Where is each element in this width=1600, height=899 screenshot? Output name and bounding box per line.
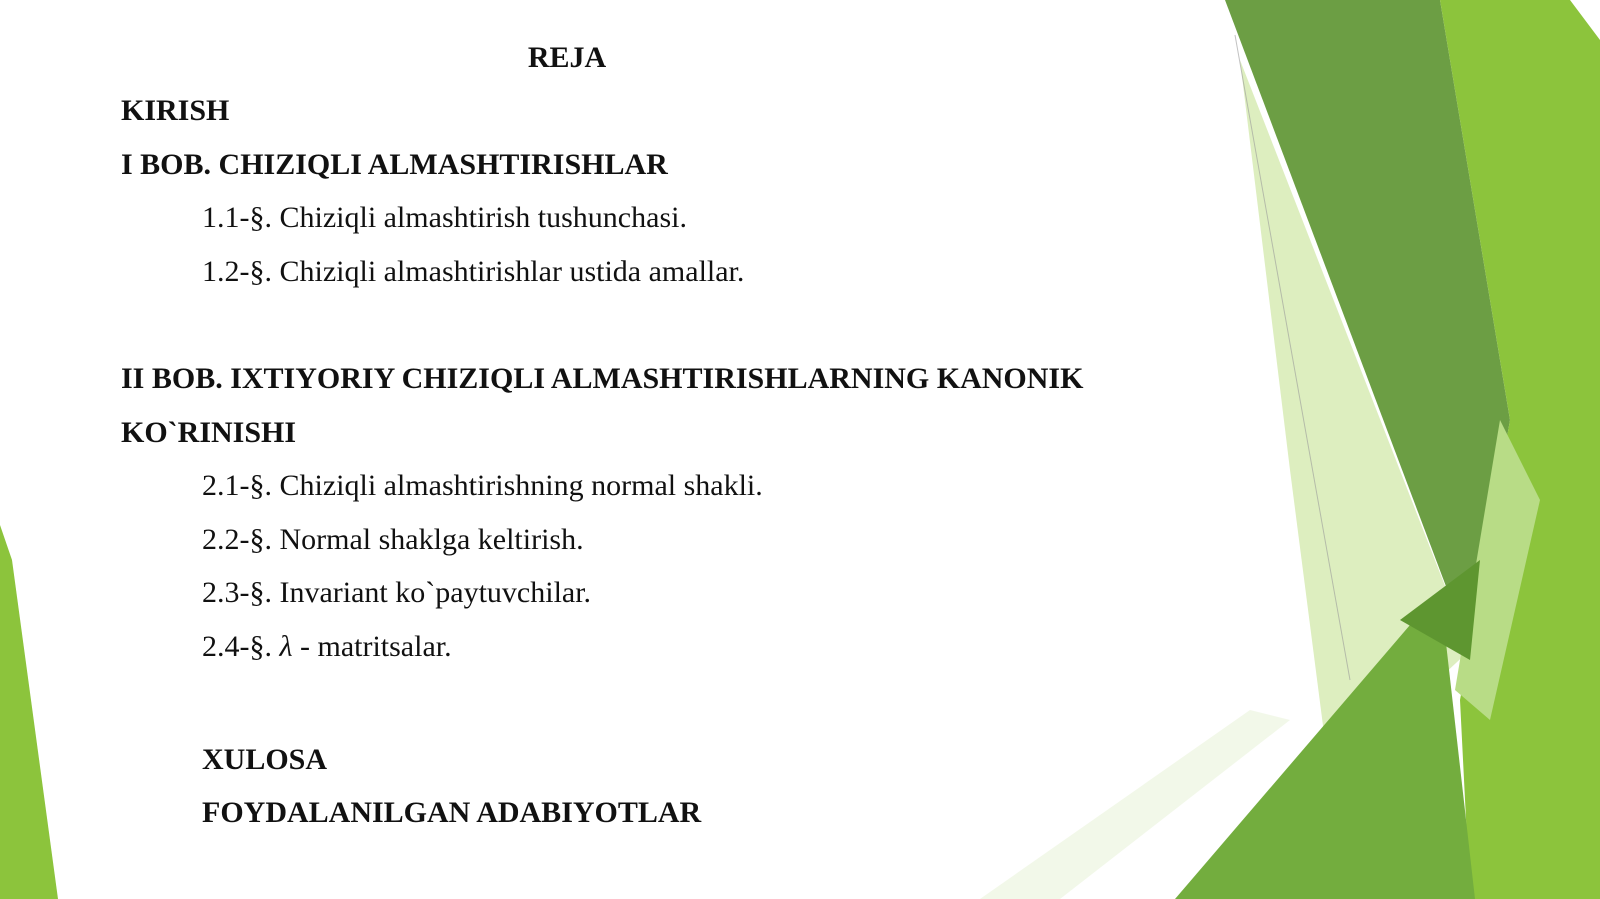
section-2-3: 2.3-§. Invariant ko`paytuvchilar. (202, 576, 592, 609)
chapter-2-heading-line1: II BOB. IXTIYORIY CHIZIQLI ALMASHTIRISHLARNING KANONIK (121, 362, 1084, 395)
left-shape-green (0, 525, 58, 899)
section-1-1: 1.1-§. Chiziqli almashtirish tushunchasi. (202, 201, 687, 234)
section-1-2: 1.2-§. Chiziqli almashtirishlar ustida amallar. (202, 255, 745, 288)
section-2-1: 2.1-§. Chiziqli almashtirishning normal shakli. (202, 469, 763, 502)
section-2-4-number: 2.4-§. (202, 630, 272, 663)
chapter-2-heading-line2: KO`RINISHI (121, 416, 297, 449)
section-2-2: 2.2-§. Normal shaklga keltirish. (202, 523, 584, 556)
section-2-4 (202, 629, 452, 665)
chapter-1-heading: I BOB. CHIZIQLI ALMASHTIRISHLAR (121, 148, 668, 181)
references-heading: FOYDALANILGAN ADABIYOTLAR (202, 796, 702, 829)
conclusion-heading: XULOSA (202, 743, 328, 776)
section-2-4-text: - matritsalar. (292, 630, 452, 663)
intro-heading: KIRISH (121, 94, 230, 127)
page-title: REJA (527, 41, 607, 74)
lambda-symbol: λ (279, 630, 293, 663)
